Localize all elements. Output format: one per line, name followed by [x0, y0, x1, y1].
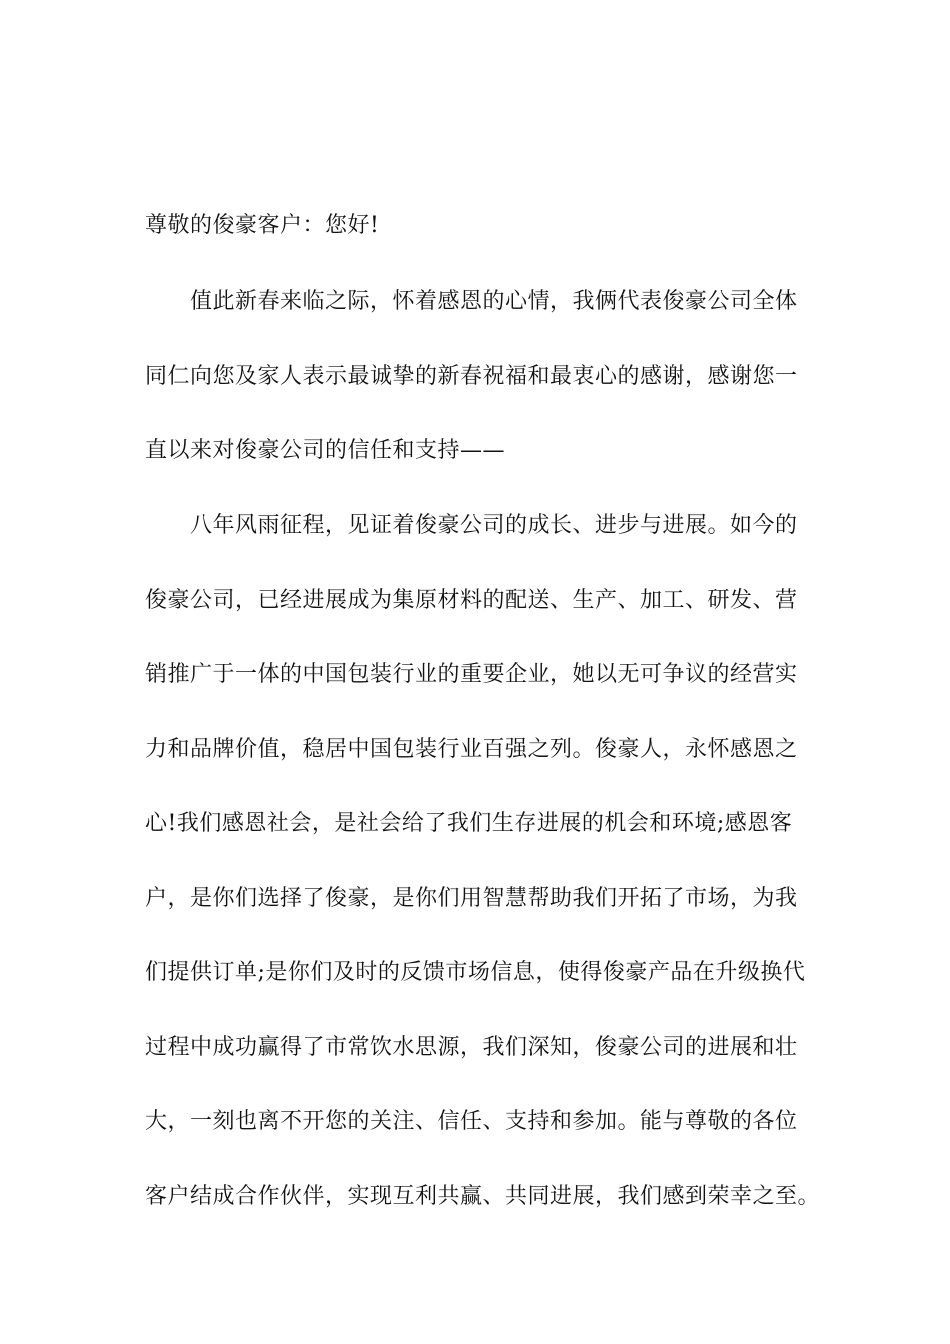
paragraph-2-line-3: 销推广于一体的中国包装行业的重要企业，她以无可争议的经营实 [145, 662, 798, 687]
paragraph-1-line-2: 同仁向您及家人表示最诚挚的新春祝福和最衷心的感谢，感谢您一 [145, 364, 798, 389]
paragraph-2-line-8: 过程中成功赢得了市常饮水思源，我们深知，俊豪公司的进展和壮 [145, 1035, 798, 1060]
paragraph-2-line-2: 俊豪公司，已经进展成为集原材料的配送、生产、加工、研发、营 [145, 588, 798, 613]
paragraph-2-line-1: 八年风雨征程，见证着俊豪公司的成长、进步与进展。如今的 [190, 513, 798, 538]
paragraph-2-line-7: 们提供订单;是你们及时的反馈市场信息，使得俊豪产品在升级换代 [145, 960, 806, 985]
greeting-line: 尊敬的俊豪客户：您好! [145, 213, 380, 238]
paragraph-1-line-3: 直以来对俊豪公司的信任和支持—— [145, 438, 506, 463]
paragraph-2-line-10: 客户结成合作伙伴，实现互利共赢、共同进展，我们感到荣幸之至。 [145, 1184, 821, 1209]
paragraph-1-line-1: 值此新春来临之际，怀着感恩的心情，我俩代表俊豪公司全体 [190, 289, 798, 314]
paragraph-2-line-4: 力和品牌价值，稳居中国包装行业百强之列。俊豪人，永怀感恩之 [145, 737, 798, 762]
paragraph-2-line-9: 大，一刻也离不开您的关注、信任、支持和参加。能与尊敬的各位 [145, 1109, 798, 1134]
paragraph-2-line-5: 心!我们感恩社会，是社会给了我们生存进展的机会和环境;感恩客 [145, 811, 793, 836]
paragraph-2-line-6: 户，是你们选择了俊豪，是你们用智慧帮助我们开拓了市场，为我 [145, 886, 798, 911]
